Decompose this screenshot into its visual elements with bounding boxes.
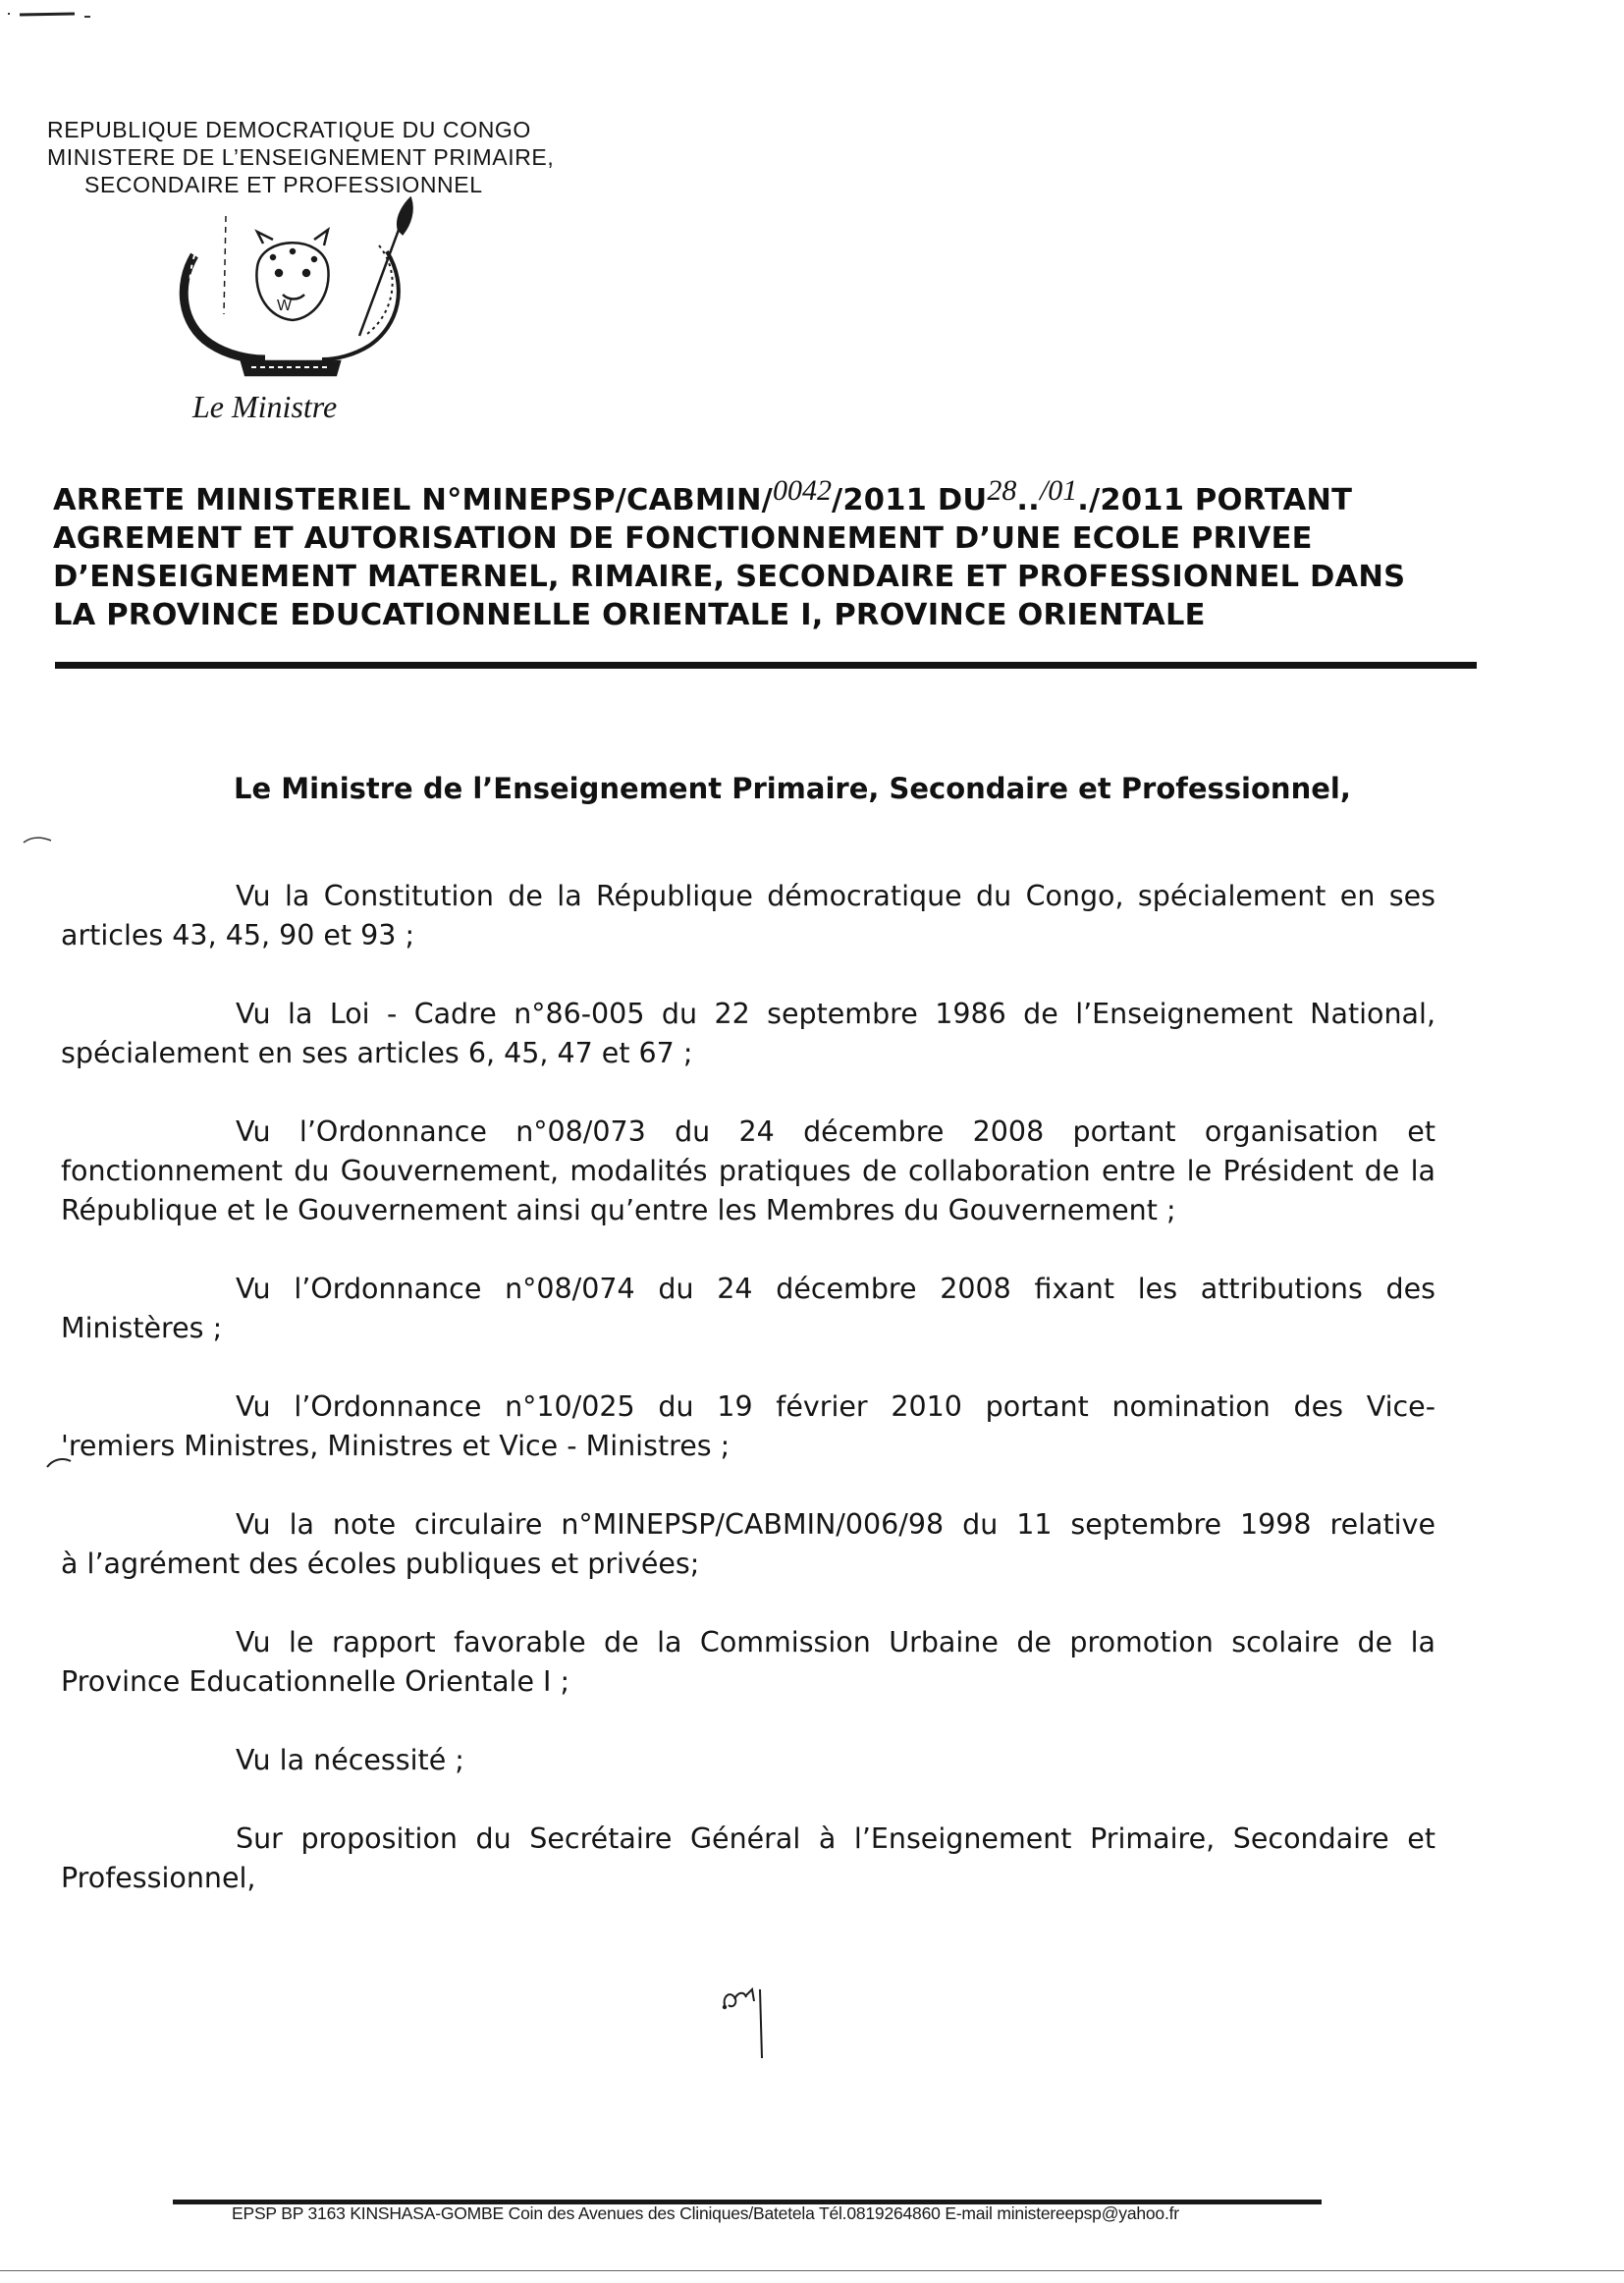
preamble-paragraph bbox=[61, 1820, 1435, 1898]
scan-bottom-edge bbox=[0, 2270, 1624, 2271]
svg-text:W: W bbox=[277, 298, 293, 314]
paragraph-first-line: Vu l’Ordonnance n°08/074 du 24 décembre 2008 fixant les attributions des bbox=[236, 1273, 1435, 1305]
paragraph-first-line: Vu l’Ordonnance n°10/025 du 19 février 2010 portant nomination des Vice- bbox=[236, 1390, 1435, 1423]
paragraph-continuation: 'remiers Ministres, Ministres et Vice - Ministres ; bbox=[61, 1430, 731, 1462]
preamble-paragraph bbox=[61, 1113, 1435, 1230]
letterhead bbox=[47, 116, 656, 198]
margin-curl-mark bbox=[45, 1455, 75, 1473]
preamble-paragraph bbox=[61, 1270, 1435, 1348]
preamble-paragraph bbox=[61, 1741, 1435, 1780]
paragraph-continuation: fonctionnement du Gouvernement, modalités pratiques de collaboration entre le Président de la République et le Gouvernement ainsi qu’entre les Membres du Gouvernement ; bbox=[61, 1155, 1435, 1226]
paragraph-first-line: Vu l’Ordonnance n°08/073 du 24 décembre 2008 portant organisation et bbox=[236, 1115, 1435, 1148]
title-line-1 bbox=[53, 474, 1467, 519]
paragraph-first-line: Vu la nécessité ; bbox=[236, 1744, 464, 1776]
handwritten-decree-number: 0042 bbox=[773, 474, 833, 507]
paragraph-first-line: Vu le rapport favorable de la Commission Urbaine de promotion scolaire de la bbox=[236, 1626, 1435, 1658]
preamble-paragraph bbox=[61, 995, 1435, 1073]
letterhead-ministry: MINISTERE DE L’ENSEIGNEMENT PRIMAIRE, bbox=[47, 144, 555, 170]
title-dots: .. bbox=[1016, 483, 1040, 517]
preamble-paragraph bbox=[61, 1623, 1435, 1702]
paragraph-first-line: Sur proposition du Secrétaire Général à l’Enseignement Primaire, Secondaire et bbox=[236, 1822, 1435, 1855]
title-portant: ./2011 PORTANT bbox=[1077, 483, 1353, 517]
scan-artifact-mark bbox=[6, 8, 104, 22]
leopard-coat-of-arms-icon bbox=[167, 196, 422, 383]
preamble-body bbox=[61, 877, 1435, 1937]
paragraph-first-line: Vu la Loi - Cadre n°86-005 du 22 septembre 1986 de l’Enseignement National, bbox=[236, 998, 1435, 1030]
paragraph-first-line: Vu la Constitution de la République démocratique du Congo, spécialement en ses bbox=[236, 880, 1435, 912]
handwritten-day: 28 bbox=[987, 474, 1017, 507]
letterhead-country: REPUBLIQUE DEMOCRATIQUE DU CONGO bbox=[47, 117, 531, 142]
preamble-paragraph bbox=[61, 1387, 1435, 1466]
title-line-2: AGREMENT ET AUTORISATION DE FONCTIONNEMENT D’UNE ECOLE PRIVEE bbox=[53, 521, 1313, 556]
paragraph-continuation: articles 43, 45, 90 et 93 ; bbox=[61, 919, 415, 951]
title-line-3: D’ENSEIGNEMENT MATERNEL, RIMAIRE, SECONDAIRE ET PROFESSIONNEL DANS bbox=[53, 560, 1406, 594]
title-line-4: LA PROVINCE EDUCATIONNELLE ORIENTALE I, PROVINCE ORIENTALE bbox=[53, 598, 1206, 632]
handwritten-initials-mark bbox=[719, 1972, 787, 2060]
letterhead-ministry-cont: SECONDAIRE ET PROFESSIONNEL bbox=[84, 172, 483, 197]
paragraph-continuation: à l’agrément des écoles publiques et privées; bbox=[61, 1548, 700, 1580]
footer-address: EPSP BP 3163 KINSHASA-GOMBE Coin des Avenues des Cliniques/Batetela Tél.0819264860 E-mail ministereepsp@yahoo.fr bbox=[232, 2203, 1179, 2223]
paragraph-continuation: Professionnel, bbox=[61, 1862, 256, 1894]
addressee-heading: Le Ministre de l’Enseignement Primaire, Secondaire et Professionnel, bbox=[234, 772, 1351, 805]
paragraph-first-line: Vu la note circulaire n°MINEPSP/CABMIN/006/98 du 11 septembre 1998 relative bbox=[236, 1508, 1435, 1541]
paragraph-continuation: Ministères ; bbox=[61, 1312, 223, 1344]
margin-pen-mark bbox=[22, 835, 61, 844]
title-divider bbox=[55, 662, 1477, 669]
minister-signature-label: Le Ministre bbox=[192, 389, 338, 424]
preamble-paragraph bbox=[61, 1505, 1435, 1584]
preamble-paragraph bbox=[61, 877, 1435, 955]
handwritten-month: /01 bbox=[1039, 474, 1078, 507]
paragraph-continuation: spécialement en ses articles 6, 45, 47 et 67 ; bbox=[61, 1037, 693, 1069]
paragraph-continuation: Province Educationnelle Orientale I ; bbox=[61, 1665, 570, 1698]
title-year: /2011 DU bbox=[832, 483, 988, 517]
decree-title bbox=[53, 474, 1467, 634]
title-prefix: ARRETE MINISTERIEL N°MINEPSP/CABMIN/ bbox=[53, 483, 774, 517]
